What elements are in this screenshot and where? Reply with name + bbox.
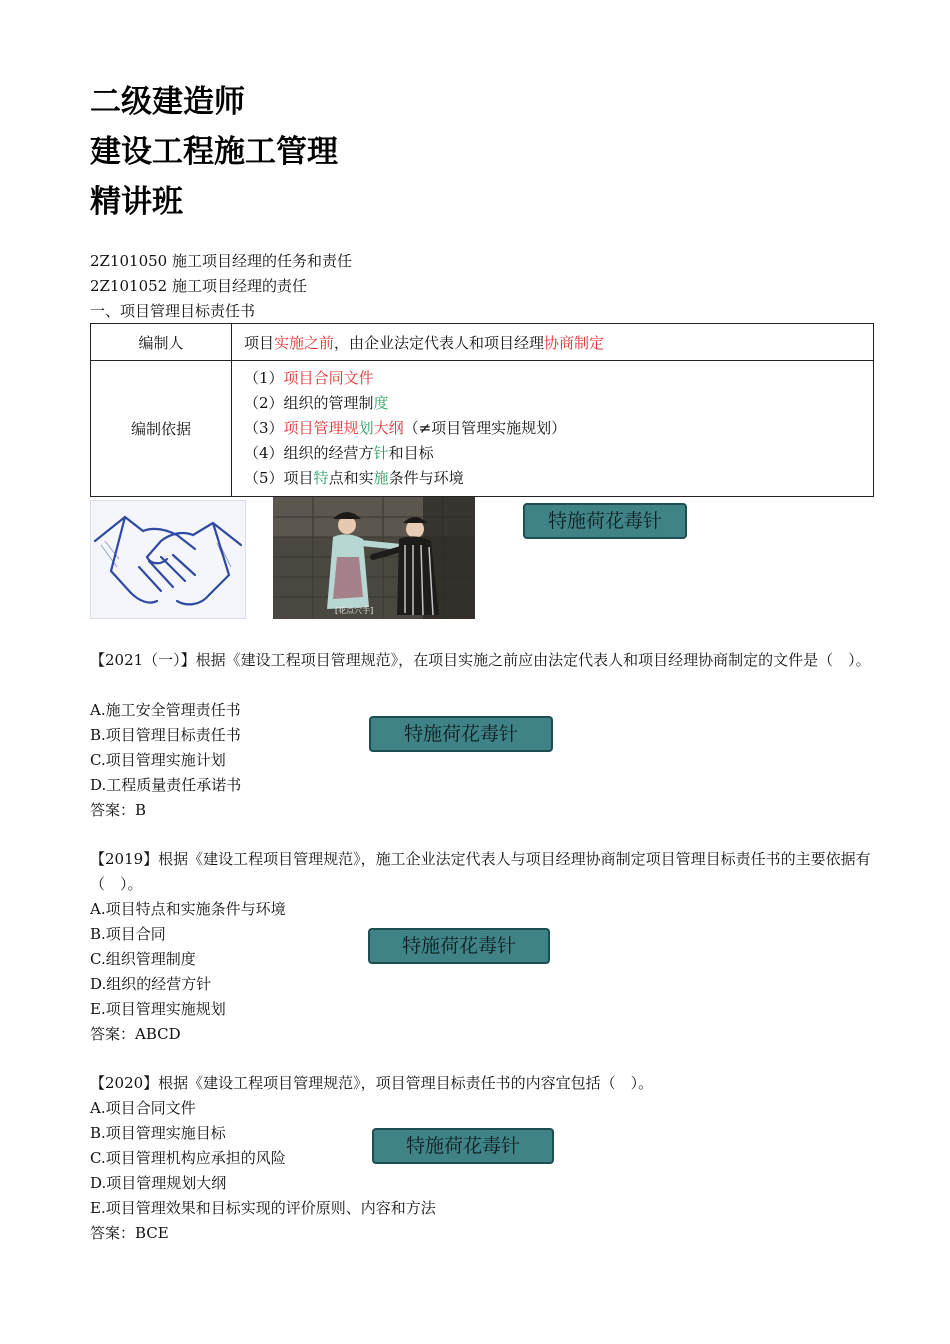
basis-item-4: （4）组织的经营方针和目标	[244, 444, 434, 462]
question-1-option-c: C.项目管理实施计划	[90, 751, 226, 769]
section-code-2: 2Z101052 施工项目经理的责任	[90, 277, 307, 295]
mnemonic-badge-4: 特施荷花毒针	[372, 1128, 554, 1164]
section-code-1: 2Z101050 施工项目经理的任务和责任	[90, 252, 352, 270]
mnemonic-badge-2: 特施荷花毒针	[369, 716, 553, 752]
question-3-answer: 答案：BCE	[90, 1224, 169, 1242]
title-line-2: 建设工程施工管理	[90, 134, 338, 170]
question-2-option-e: E.项目管理实施规划	[90, 1000, 226, 1018]
question-3-option-c: C.项目管理机构应承担的风险	[90, 1149, 286, 1167]
basis-item-5: （5）项目特点和实施条件与环境	[244, 469, 464, 487]
question-2-answer: 答案：ABCD	[90, 1025, 181, 1043]
video-still-image	[273, 497, 475, 619]
question-3-stem: 【2020】根据《建设工程项目管理规范》，项目管理目标责任书的内容宜包括（ ）。	[90, 1074, 654, 1092]
question-2-option-a: A.项目特点和实施条件与环境	[90, 900, 286, 918]
responsibility-table	[90, 323, 874, 497]
question-1-answer: 答案：B	[90, 801, 147, 819]
handshake-icon	[91, 501, 245, 618]
row2-label: 编制依据	[91, 361, 232, 497]
mnemonic-badge-1: 特施荷花毒针	[523, 503, 687, 539]
row1-part: ，由企业法定代表人和项目经理	[334, 333, 545, 352]
title-line-1: 二级建造师	[90, 84, 245, 120]
row1-part-highlight: 协商制定	[544, 333, 605, 352]
title-line-3: 精讲班	[90, 184, 183, 220]
question-3-option-e: E.项目管理效果和目标实现的评价原则、内容和方法	[90, 1199, 436, 1217]
row1-part-highlight: 实施之前	[274, 333, 335, 352]
question-3-option-a: A.项目合同文件	[90, 1099, 196, 1117]
basis-item-2: （2）组织的管理制度	[244, 394, 389, 412]
martial-arts-scene-icon	[273, 497, 475, 619]
row1-part: 项目	[244, 333, 275, 352]
section-heading: 一、项目管理目标责任书	[90, 302, 256, 320]
question-2-option-c: C.组织管理制度	[90, 950, 196, 968]
row1-label: 编制人	[91, 324, 232, 361]
question-3-option-b: B.项目管理实施目标	[90, 1124, 226, 1142]
question-2-option-b: B.项目合同	[90, 925, 166, 943]
question-1-option-d: D.工程质量责任承诺书	[90, 776, 242, 794]
question-2-option-d: D.组织的经营方针	[90, 975, 212, 993]
basis-item-3: （3）项目管理规划大纲（≠项目管理实施规划）	[244, 419, 567, 437]
row2-content	[232, 361, 874, 497]
mnemonic-badge-3: 特施荷花毒针	[368, 928, 550, 964]
basis-item-1: （1）项目合同文件	[244, 369, 374, 387]
question-1-option-a: A.施工安全管理责任书	[90, 701, 241, 719]
question-1-stem: 【2021（一）】根据《建设工程项目管理规范》，在项目实施之前应由法定代表人和项目经理协商制定的文件是（ ）。	[90, 651, 871, 669]
video-caption: [花点穴手]	[335, 606, 374, 615]
row1-content	[232, 324, 874, 361]
question-2-stem: 【2019】根据《建设工程项目管理规范》，施工企业法定代表人与项目经理协商制定项目管理目标责任书的主要依据有（ ）。	[90, 850, 871, 893]
question-1-option-b: B.项目管理目标责任书	[90, 726, 241, 744]
question-3-option-d: D.项目管理规划大纲	[90, 1174, 227, 1192]
handshake-image	[90, 500, 246, 619]
